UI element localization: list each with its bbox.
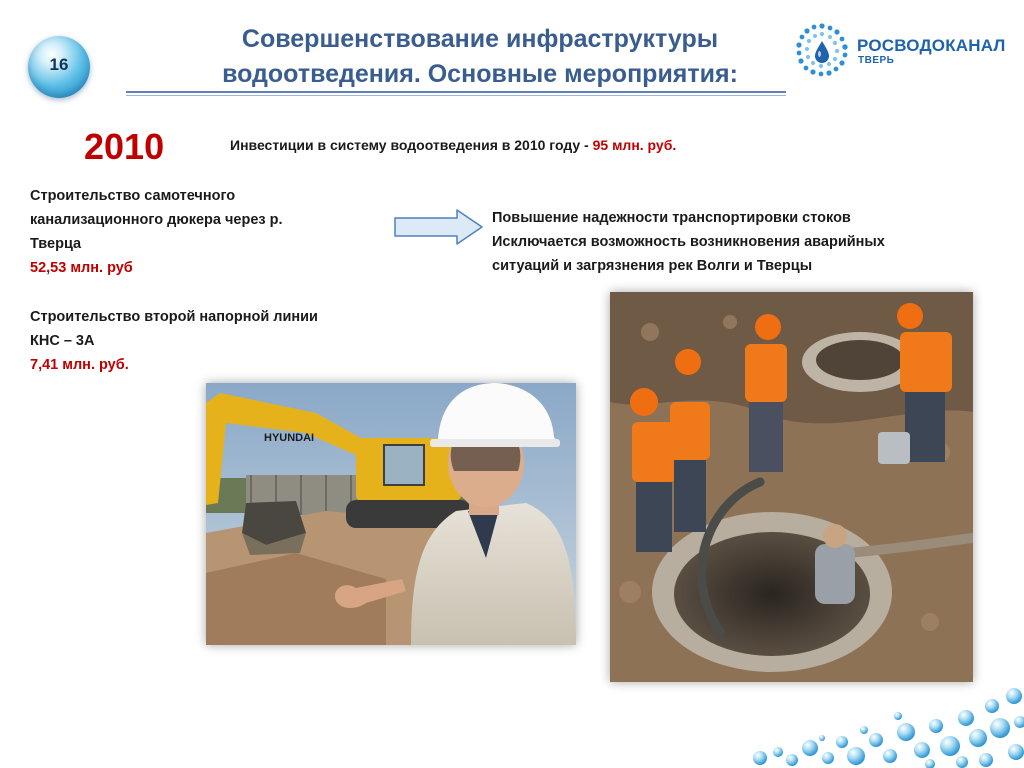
result-line-1: Повышение надежности транспортировки стоков xyxy=(492,210,851,226)
excavator-brand-label: HYUNDAI xyxy=(264,432,315,444)
title-divider xyxy=(126,91,786,93)
investment-amount: 95 млн. руб. xyxy=(592,137,677,153)
project-siphon xyxy=(30,184,390,280)
decorative-water-drops xyxy=(730,676,1024,768)
slide-title-line-1: Совершенствование инфраструктуры xyxy=(241,25,719,53)
project-siphon-line-1: Строительство самотечного xyxy=(30,188,236,204)
result-line-2: Исключается возможность возникновения аварийных xyxy=(492,234,885,250)
project-pressure-line-1: Строительство второй напорной линии xyxy=(30,309,318,325)
company-name: РОСВОДОКАНАЛ xyxy=(857,36,1006,55)
project-siphon-cost: 52,53 млн. руб xyxy=(30,260,133,276)
project-siphon-line-2: канализационного дюкера через р. xyxy=(30,212,283,228)
project-pressure-line xyxy=(30,305,390,377)
project-pressure-line-2: КНС – 3А xyxy=(30,333,95,349)
result-statement xyxy=(492,206,992,278)
page-number-badge xyxy=(28,36,90,98)
investment-statement xyxy=(230,137,676,153)
title-divider-thin xyxy=(126,95,786,96)
water-drop-logo-icon xyxy=(794,22,850,78)
project-siphon-line-3: Тверца xyxy=(30,236,82,252)
company-city: ТВЕРЬ xyxy=(858,55,895,66)
slide-title-line-2: водоотведения. Основные мероприятия: xyxy=(222,60,738,88)
project-pressure-cost: 7,41 млн. руб. xyxy=(30,357,129,373)
excavator-site-photo xyxy=(206,383,576,645)
year-heading: 2010 xyxy=(84,126,165,167)
manhole-workers-photo xyxy=(610,292,973,682)
slide-title xyxy=(150,22,810,92)
result-line-3: ситуаций и загрязнения рек Волги и Тверцы xyxy=(492,258,813,274)
right-arrow-icon xyxy=(393,208,485,246)
company-logo xyxy=(794,22,1004,80)
page-number: 16 xyxy=(49,55,69,74)
investment-label: Инвестиции в систему водоотведения в 2010 году - xyxy=(230,137,593,153)
